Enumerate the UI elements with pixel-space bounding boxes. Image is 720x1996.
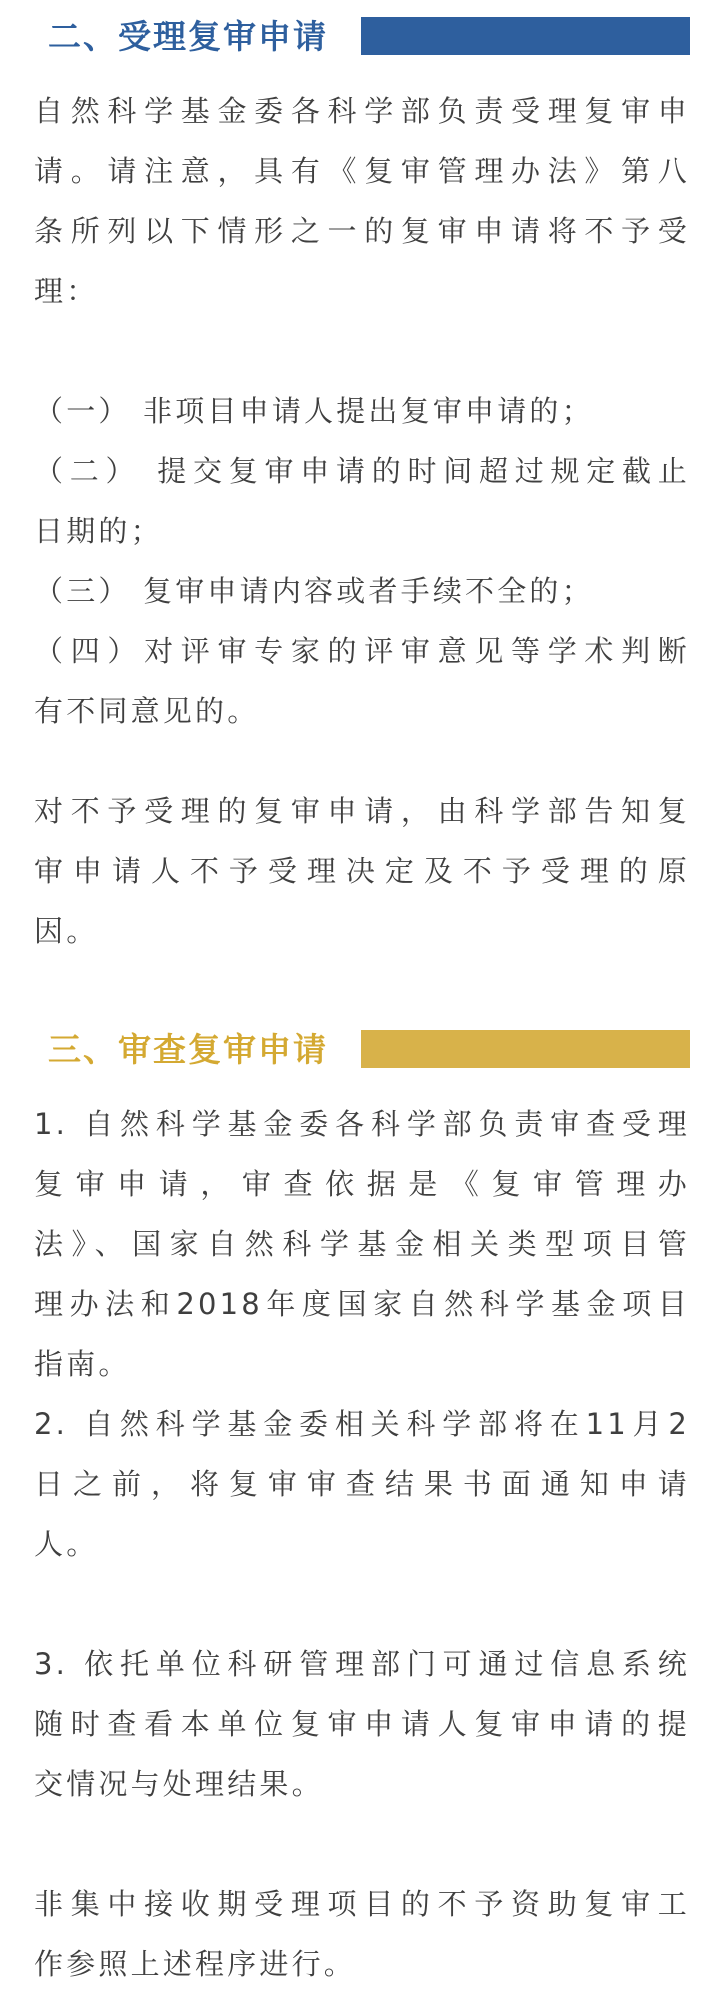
- paragraph-line: 审申请人不予受理决定及不予受理的原: [34, 854, 690, 888]
- section-2-header-bar: [361, 17, 690, 55]
- paragraph-line: 理：: [34, 274, 99, 308]
- paragraph-line: 指南。: [34, 1347, 131, 1381]
- paragraph-line: 条所列以下情形之一的复审申请将不予受: [34, 214, 690, 248]
- footer-note: [34, 1874, 690, 1994]
- paragraph-line: 理办法和2018年度国家自然科学基金项目: [34, 1287, 690, 1321]
- review-item-2: [34, 1394, 690, 1574]
- paragraph-line: 2. 自然科学基金委相关科学部将在11月2: [34, 1407, 690, 1441]
- paragraph-line: 3. 依托单位科研管理部门可通过信息系统: [34, 1647, 690, 1681]
- rejection-conditions-list: [34, 381, 690, 741]
- section-2-header: [34, 15, 690, 59]
- review-item-3: [34, 1634, 690, 1814]
- paragraph-line: 1. 自然科学基金委各科学部负责审查受理: [34, 1107, 690, 1141]
- list-item: （二） 提交复审申请的时间超过规定截止: [34, 454, 690, 488]
- list-item: （四）对评审专家的评审意见等学术判断: [34, 634, 690, 668]
- paragraph-line: 非集中接收期受理项目的不予资助复审工: [34, 1887, 690, 1921]
- paragraph-line: 复审申请，审查依据是《复审管理办: [34, 1167, 690, 1201]
- paragraph-line: 人。: [34, 1527, 99, 1561]
- list-item: （一） 非项目申请人提出复审申请的；: [34, 394, 594, 428]
- list-item: （三） 复审申请内容或者手续不全的；: [34, 574, 594, 608]
- section-3-header-bar: [361, 1030, 690, 1068]
- paragraph-line: 交情况与处理结果。: [34, 1767, 324, 1801]
- list-item-continuation: 有不同意见的。: [34, 694, 260, 728]
- paragraph-line: 作参照上述程序进行。: [34, 1947, 357, 1981]
- paragraph-line: 法》、国家自然科学基金相关类型项目管: [34, 1227, 690, 1261]
- paragraph-line: 日之前，将复审审查结果书面通知申请: [34, 1467, 690, 1501]
- section-3-header: [34, 1028, 690, 1072]
- paragraph-line: 请。请注意，具有《复审管理办法》第八: [34, 154, 690, 188]
- review-item-1: [34, 1094, 690, 1394]
- paragraph-line: 随时查看本单位复审申请人复审申请的提: [34, 1707, 690, 1741]
- section-2-closing-paragraph: [34, 781, 690, 961]
- paragraph-line: 因。: [34, 914, 99, 948]
- section-2-intro-paragraph: [34, 81, 690, 321]
- paragraph-line: 对不予受理的复审申请，由科学部告知复: [34, 794, 690, 828]
- section-2-title: 二、受理复审申请: [48, 17, 328, 56]
- section-3-title: 三、审查复审申请: [48, 1030, 328, 1069]
- paragraph-line: 自然科学基金委各科学部负责受理复审申: [34, 94, 690, 128]
- list-item-continuation: 日期的；: [34, 514, 163, 548]
